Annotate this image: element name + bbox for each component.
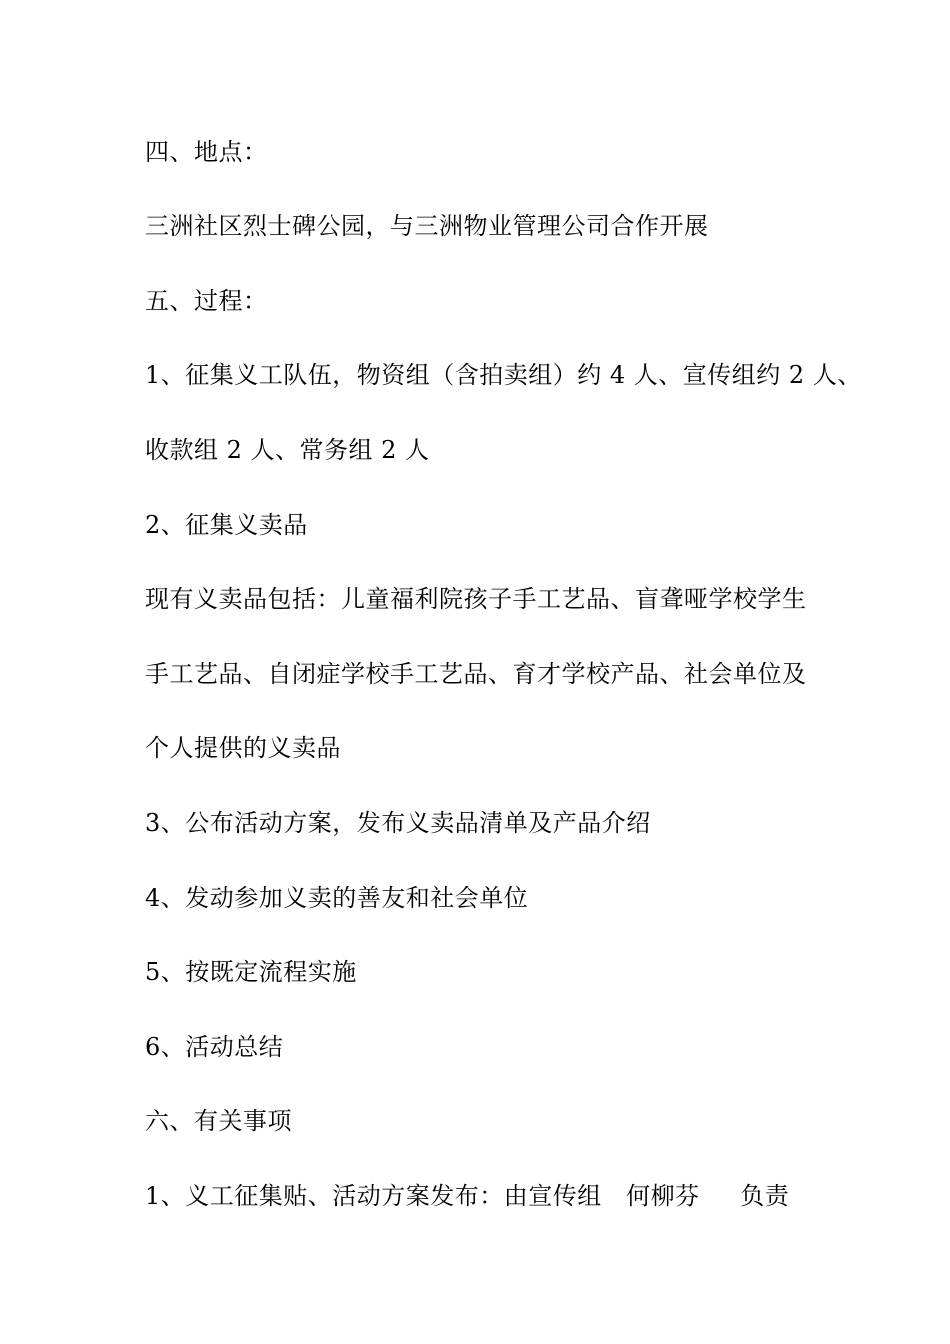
process-item-5: 5、按既定流程实施 [145, 958, 357, 986]
charity-items-text-continued: 手工艺品、自闭症学校手工艺品、育才学校产品、社会单位及 [145, 660, 807, 688]
section-heading-location: 四、地点： [145, 138, 268, 166]
location-text: 三洲社区烈士碑公园，与三洲物业管理公司合作开展 [145, 212, 709, 240]
charity-items-text: 现有义卖品包括：儿童福利院孩子手工艺品、盲聋哑学校学生 [145, 585, 807, 613]
process-item-3: 3、公布活动方案，发布义卖品清单及产品介绍 [145, 809, 651, 837]
charity-items-text-end: 个人提供的义卖品 [145, 734, 341, 762]
matters-item-1: 1、义工征集贴、活动方案发布：由宣传组 何柳芬 负责 [145, 1182, 790, 1210]
process-item-6: 6、活动总结 [145, 1033, 284, 1061]
process-item-1-continued: 收款组 2 人、常务组 2 人 [145, 436, 430, 464]
process-item-2: 2、征集义卖品 [145, 511, 308, 539]
section-heading-process: 五、过程： [145, 287, 268, 315]
process-item-4: 4、发动参加义卖的善友和社会单位 [145, 884, 529, 912]
section-heading-matters: 六、有关事项 [145, 1107, 292, 1135]
process-item-1: 1、征集义工队伍，物资组（含拍卖组）约 4 人、宣传组约 2 人、 [145, 361, 862, 389]
